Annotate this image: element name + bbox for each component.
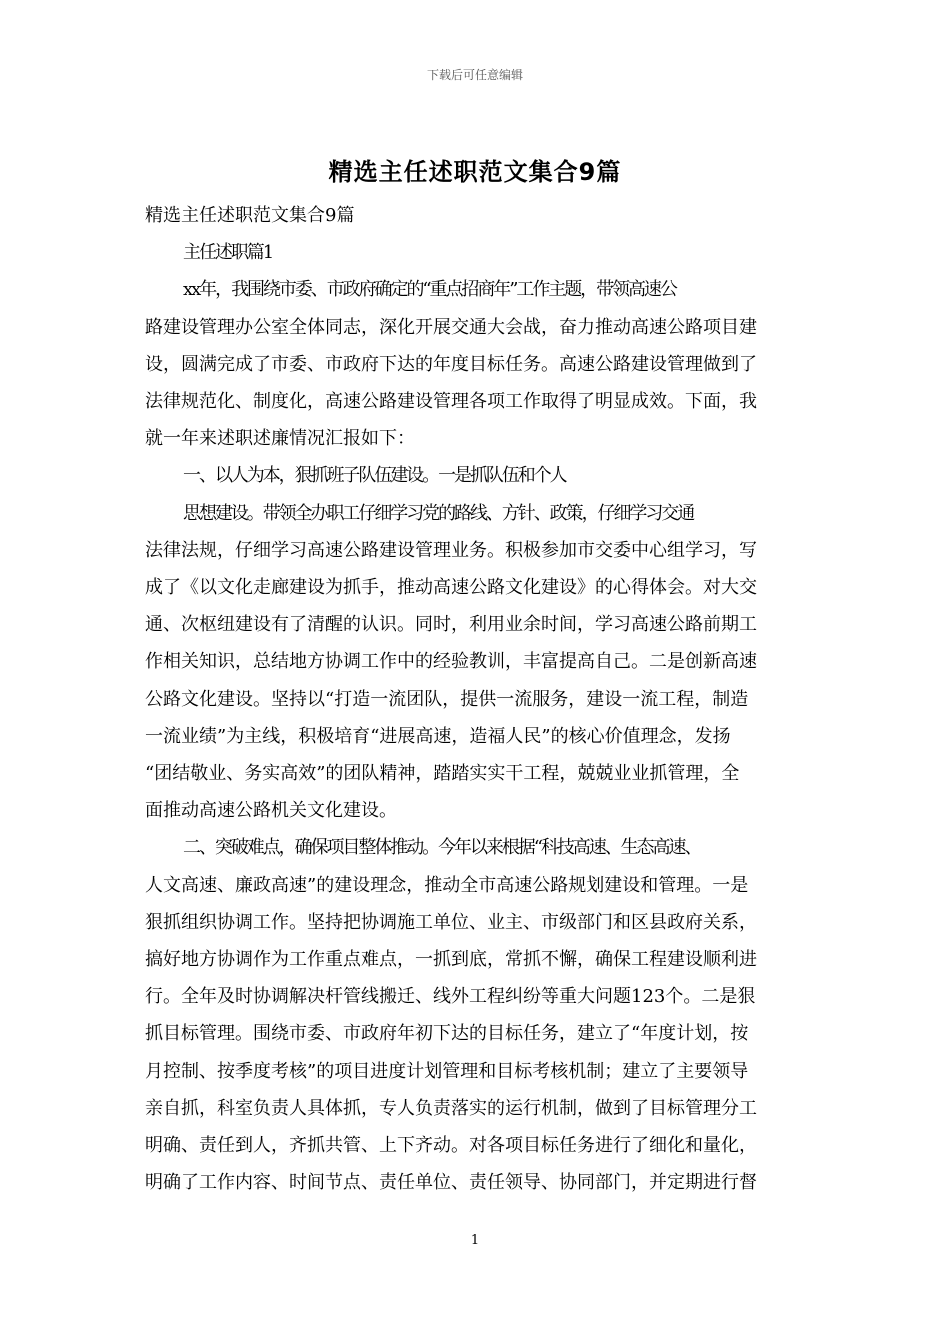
body-line: 抓目标管理。围绕市委、市政府年初下达的目标任务，建立了“年度计划，按 [145, 1023, 749, 1045]
page-header-note: 下载后可任意编辑 [426, 68, 523, 82]
body-line: 一、以人为本，狠抓班子队伍建设。一是抓队伍和个人 [183, 465, 566, 487]
body-line: 通、次枢纽建设有了清醒的认识。同时，利用业余时间，学习高速公路前期工 [145, 614, 757, 636]
body-line: 公路文化建设。坚持以“打造一流团队，提供一流服务，建设一流工程，制造 [145, 688, 749, 710]
body-line: 精选主任述职范文集合9篇 [145, 205, 355, 226]
document-title: 精选主任述职范文集合9篇 [328, 158, 622, 186]
document-body [145, 197, 810, 1201]
body-line: 狠抓组织协调工作。坚持把协调施工单位、业主、市级部门和区县政府关系， [145, 911, 757, 933]
body-line: 法律规范化、制度化，高速公路建设管理各项工作取得了明显成效。下面，我 [145, 391, 757, 413]
body-line: 思想建设。带领全办职工仔细学习党的路线、方针、政策，仔细学习交通 [183, 502, 694, 524]
body-line: 法律法规，仔细学习高速公路建设管理业务。积极参加市交委中心组学习，写 [145, 539, 757, 561]
body-line: 亲自抓，科室负责人具体抓，专人负责落实的运行机制，做到了目标管理分工 [145, 1097, 757, 1119]
body-line: 月控制、按季度考核”的项目进度计划管理和目标考核机制；建立了主要领导 [145, 1060, 749, 1082]
body-line: 二、突破难点，确保项目整体推动。今年以来根据“科技高速、生态高速、 [183, 837, 701, 859]
body-line: “团结敬业、务实高效”的团队精神，踏踏实实干工程，兢兢业业抓管理，全 [145, 763, 740, 785]
body-line: 一流业绩”为主线，积极培育“进展高速，造福人民”的核心价值理念，发扬 [145, 725, 731, 747]
body-line: 成了《以文化走廊建设为抓手，推动高速公路文化建设》的心得体会。对大交 [145, 577, 757, 599]
body-line: 明确、责任到人，齐抓共管、上下齐动。对各项目标任务进行了细化和量化， [145, 1135, 757, 1157]
body-line: 路建设管理办公室全体同志，深化开展交通大会战，奋力推动高速公路项目建 [145, 316, 757, 338]
body-line: 行。全年及时协调解决杆管线搬迁、线外工程纠纷等重大问题123个。二是狠 [145, 986, 756, 1008]
body-line: 设，圆满完成了市委、市政府下达的年度目标任务。高速公路建设管理做到了 [145, 353, 757, 375]
body-line: 明确了工作内容、时间节点、责任单位、责任领导、协同部门，并定期进行督 [145, 1172, 757, 1194]
body-line: 面推动高速公路机关文化建设。 [145, 800, 397, 822]
body-line: 人文高速、廉政高速”的建设理念，推动全市高速公路规划建设和管理。一是 [145, 874, 749, 896]
body-line: 主任述职篇1 [183, 242, 273, 264]
body-line: 搞好地方协调作为工作重点难点，一抓到底，常抓不懈，确保工程建设顺利进 [145, 949, 757, 971]
body-line: xx年，我围绕市委、市政府确定的“重点招商年”工作主题，带领高速公 [183, 279, 676, 301]
page-number: 1 [470, 1233, 480, 1248]
body-line: 作相关知识，总结地方协调工作中的经验教训，丰富提高自己。二是创新高速 [145, 651, 757, 673]
body-line: 就一年来述职述廉情况汇报如下： [145, 428, 415, 450]
